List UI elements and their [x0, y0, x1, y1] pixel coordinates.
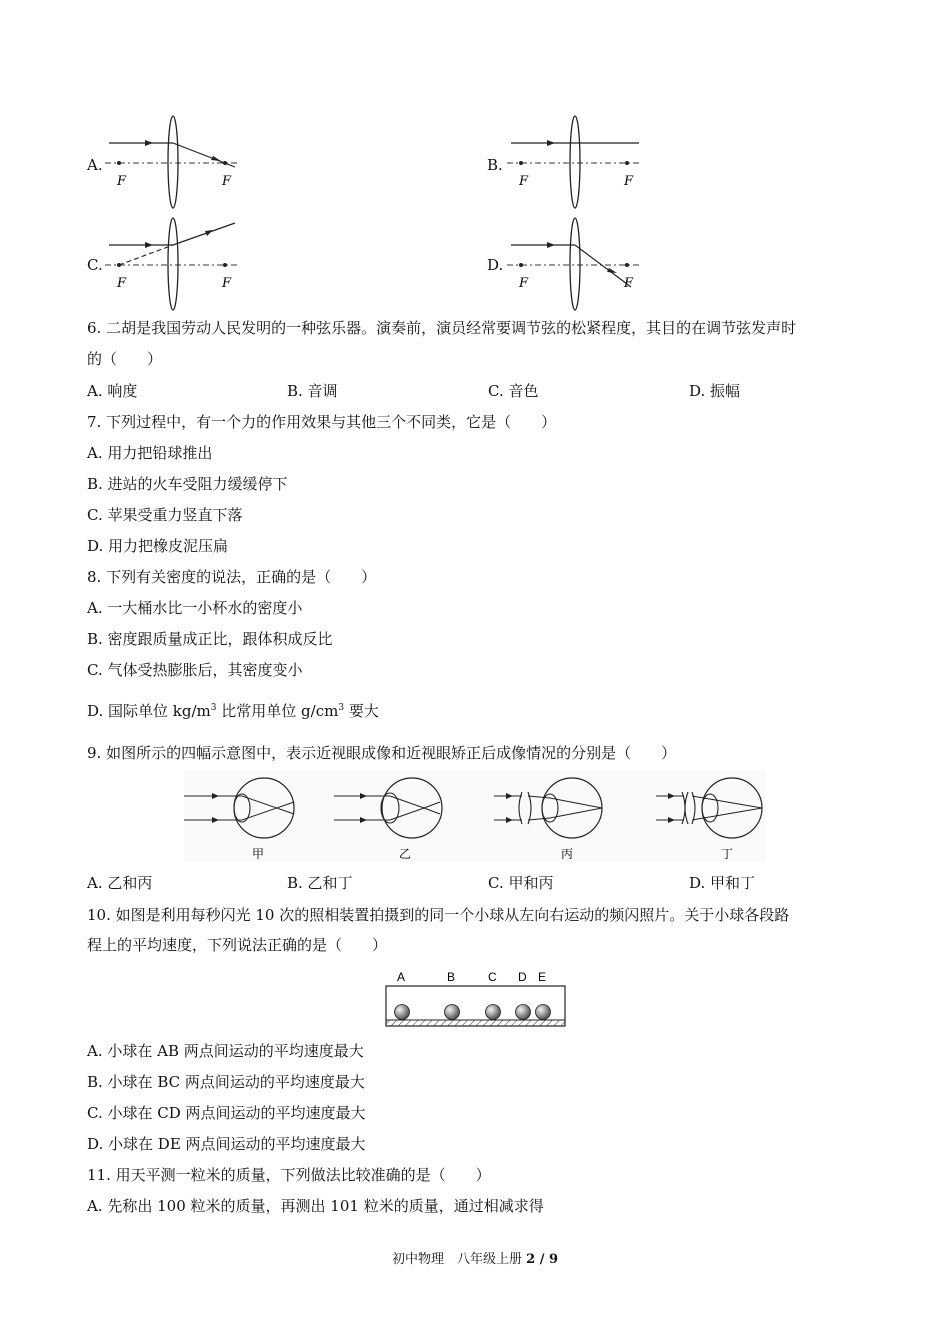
q7-option-c[interactable]: C. 苹果受重力竖直下落 — [87, 506, 243, 524]
page-number: 2 / 9 — [526, 1252, 559, 1267]
ball — [486, 1005, 501, 1020]
ball — [395, 1005, 410, 1020]
q8-option-a[interactable]: A. 一大桶水比一小杯水的密度小 — [87, 599, 303, 617]
q5-figure-c — [105, 215, 240, 312]
q8-option-d-mid: 比常用单位 g/cm — [216, 702, 339, 720]
q8-option-d-post: 要大 — [344, 702, 379, 720]
q9-eye-diagrams — [184, 770, 766, 862]
q11-option-a[interactable]: A. 先称出 100 粒米的质量，再测出 101 粒米的质量，通过相减求得 — [87, 1197, 544, 1215]
ball — [536, 1005, 551, 1020]
q10-option-d[interactable]: D. 小球在 DE 两点间运动的平均速度最大 — [87, 1135, 366, 1153]
ball-label: C — [488, 970, 497, 984]
q6-option-a[interactable]: A. 响度 — [87, 382, 138, 400]
q5-figure-b — [507, 115, 642, 210]
q6-option-c[interactable]: C. 音色 — [488, 382, 539, 400]
focus-label: F — [624, 174, 634, 189]
focus-label: F — [117, 276, 127, 291]
eye-label: 乙 — [399, 847, 412, 861]
q10-option-c[interactable]: C. 小球在 CD 两点间运动的平均速度最大 — [87, 1104, 366, 1122]
eye-label: 丙 — [561, 847, 574, 861]
q8-stem: 8. 下列有关密度的说法，正确的是（ ） — [87, 568, 377, 586]
focus-label: F — [117, 174, 127, 189]
q5-figure-d — [507, 215, 642, 312]
focus-label: F — [222, 174, 232, 189]
q7-stem: 7. 下列过程中，有一个力的作用效果与其他三个不同类，它是（ ） — [87, 413, 557, 431]
ball-label: D — [518, 970, 527, 984]
q8-option-d-pre: D. 国际单位 kg/m — [87, 702, 211, 720]
q8-option-b[interactable]: B. 密度跟质量成正比，跟体积成反比 — [87, 630, 333, 648]
q6-stem-line2: 的（ ） — [87, 350, 163, 368]
eye-label: 丁 — [721, 847, 734, 861]
focus-label: F — [222, 276, 232, 291]
q6-option-b[interactable]: B. 音调 — [287, 382, 338, 400]
q10-strobe-photo — [385, 968, 567, 1030]
eye-label: 甲 — [252, 847, 265, 861]
ball-label: E — [538, 970, 547, 984]
q9-stem: 9. 如图所示的四幅示意图中，表示近视眼成像和近视眼矫正后成像情况的分别是（ ） — [87, 744, 677, 762]
q8-option-d[interactable] — [87, 701, 379, 721]
focus-label: F — [519, 276, 529, 291]
superscript: 3 — [210, 703, 217, 713]
focus-label: F — [624, 276, 634, 291]
q7-option-d[interactable]: D. 用力把橡皮泥压扁 — [87, 537, 229, 555]
q11-stem: 11. 用天平测一粒米的质量，下列做法比较准确的是（ ） — [87, 1166, 491, 1184]
q5-option-a-label: A. — [87, 156, 103, 174]
q5-figure-a — [105, 115, 240, 210]
superscript: 3 — [338, 703, 345, 713]
q9-option-b[interactable]: B. 乙和丁 — [287, 874, 353, 892]
q5-option-c-label: C. — [87, 256, 103, 274]
q10-option-a[interactable]: A. 小球在 AB 两点间运动的平均速度最大 — [87, 1042, 364, 1060]
ball-label: A — [397, 970, 406, 984]
q9-option-c[interactable]: C. 甲和丙 — [488, 874, 554, 892]
ball — [516, 1005, 531, 1020]
q9-option-a[interactable]: A. 乙和丙 — [87, 874, 153, 892]
q10-stem-line1: 10. 如图是利用每秒闪光 10 次的照相装置拍摄到的同一个小球从左向右运动的频闪照片。关于小球各段路 — [87, 906, 790, 924]
q10-option-b[interactable]: B. 小球在 BC 两点间运动的平均速度最大 — [87, 1073, 365, 1091]
q7-option-a[interactable]: A. 用力把铅球推出 — [87, 444, 213, 462]
q10-stem-line2: 程上的平均速度，下列说法正确的是（ ） — [87, 936, 388, 954]
ball — [445, 1005, 460, 1020]
focus-label: F — [519, 174, 529, 189]
footer-course: 初中物理 八年级上册 — [391, 1252, 522, 1267]
q5-option-d-label: D. — [487, 256, 504, 274]
q6-stem-line1: 6. 二胡是我国劳动人民发明的一种弦乐器。演奏前，演员经常要调节弦的松紧程度，其目的在调节弦发声时 — [87, 319, 797, 337]
q7-option-b[interactable]: B. 进站的火车受阻力缓缓停下 — [87, 475, 288, 493]
q5-option-b-label: B. — [487, 156, 503, 174]
q8-option-c[interactable]: C. 气体受热膨胀后，其密度变小 — [87, 661, 303, 679]
q6-option-d[interactable]: D. 振幅 — [689, 382, 741, 400]
page-footer — [0, 1248, 950, 1267]
ball-label: B — [447, 970, 456, 984]
q9-option-d[interactable]: D. 甲和丁 — [689, 874, 756, 892]
